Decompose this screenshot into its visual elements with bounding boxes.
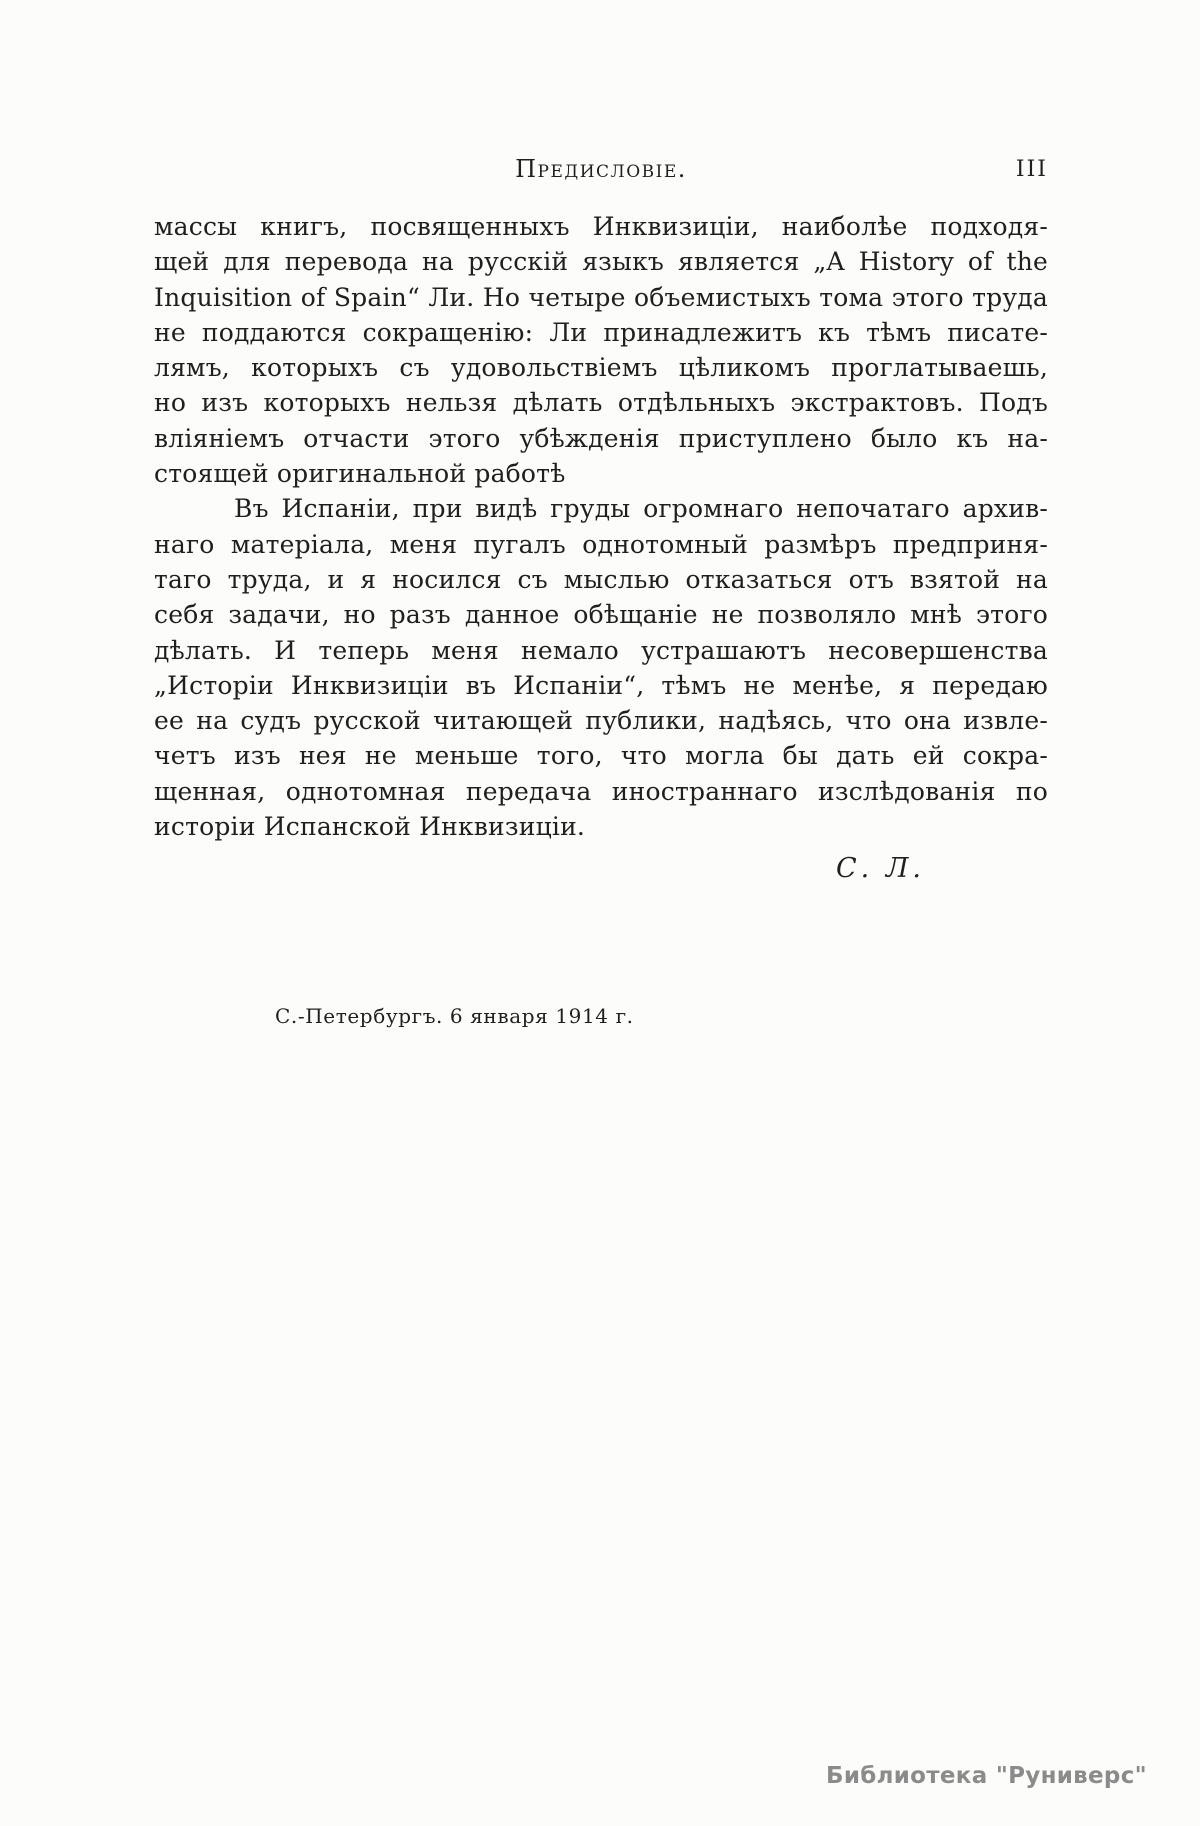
body-line: Въ Испаніи, при видѣ груды огромнаго непочатаго архив- <box>234 494 1048 524</box>
library-watermark: Библиотека "Руниверс" <box>826 1763 1147 1789</box>
body-text <box>154 209 1048 844</box>
dateline: С.-Петербургъ. 6 января 1914 г. <box>275 1004 634 1028</box>
body-line: массы книгъ, посвященныхъ Инквизиціи, наиболѣе подходя- <box>154 212 1048 241</box>
body-line: лямъ, которыхъ съ удовольствіемъ цѣликомъ проглатываешь, <box>154 353 1048 383</box>
body-line: „Исторіи Инквизиціи въ Испаніи“, тѣмъ не менѣе, я передаю <box>154 670 1048 700</box>
body-line: Inquisition of Spain“ Ли. Но четыре объемистыхъ тома этого труда <box>154 282 1048 312</box>
body-line: щенная, однотомная передача иностраннаго изслѣдованія по <box>154 776 1048 806</box>
body-line: стоящей оригинальной работѣ <box>154 459 566 489</box>
body-line: щей для перевода на русскій языкъ является „A History of the <box>154 247 1048 277</box>
body-line: себя задачи, но разъ данное обѣщаніе не позволяло мнѣ этого <box>154 600 1048 630</box>
body-line: вліяніемъ отчасти этого убѣжденія приступлено было къ на- <box>154 423 1048 453</box>
body-line: четъ изъ нея не меньше того, что могла бы дать ей сокра- <box>154 741 1048 771</box>
body-line: не поддаются сокращенію: Ли принадлежитъ къ тѣмъ писате- <box>154 317 1048 347</box>
body-line: но изъ которыхъ нельзя дѣлать отдѣльныхъ экстрактовъ. Подъ <box>154 388 1048 418</box>
page-heading: Предисловіе. <box>515 155 687 183</box>
body-line: таго труда, и я носился съ мыслью отказаться отъ взятой на <box>154 564 1048 594</box>
author-initials: С. Л. <box>836 853 925 884</box>
body-line: наго матеріала, меня пугалъ однотомный размѣръ предприня- <box>154 529 1048 559</box>
page-number: III <box>1015 157 1048 182</box>
body-line: исторіи Испанской Инквизиціи. <box>154 812 586 842</box>
body-line: дѣлать. И теперь меня немало устрашаютъ несовершенства <box>154 635 1048 665</box>
body-line: ее на судъ русской читающей публики, надѣясь, что она извле- <box>154 706 1048 736</box>
